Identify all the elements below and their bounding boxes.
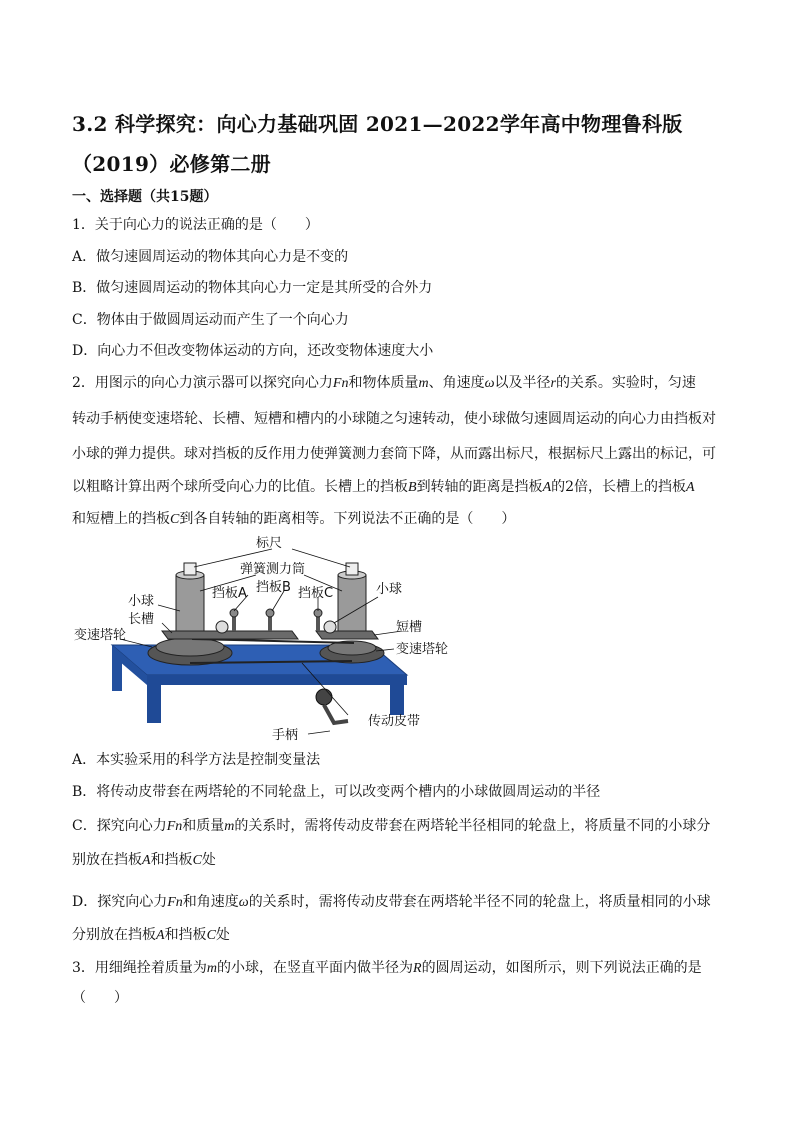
var-m: m [418,376,429,391]
q2-option-c-line-1: C．探究向心力Fn和质量m的关系时，需将传动皮带套在两塔轮半径相同的轮盘上，将质量不同的小球分 [72,818,711,834]
crank-wheel [316,689,332,705]
q2-option-b: B．将传动皮带套在两塔轮的不同轮盘上，可以改变两个槽内的小球做圆周运动的半径 [72,784,601,800]
var-m-q3: m [206,961,218,976]
var-a: A [542,480,552,495]
q3-line-2: （ ） [72,990,128,1006]
q1-option-b: B．做匀速圆周运动的物体其向心力一定是其所受的合外力 [72,280,433,296]
left-ball [216,621,228,633]
document-title [72,104,732,184]
label-baffle-a: 挡板A [212,586,247,601]
table-leg-front-right [390,685,404,715]
var-fn: Fn [332,376,349,391]
table-front-edge [147,675,407,685]
table-leg-back-left [112,655,122,691]
short-slot [316,631,378,639]
label-baffle-b: 挡板B [256,580,291,595]
table-leg-front-left [147,685,161,723]
right-scale [346,563,358,575]
title-line-2: （2019）必修第二册 [72,152,271,176]
title-line-1: 3.2 科学探究：向心力基础巩固 2021—2022学年高中物理鲁科版 [72,112,683,136]
label-spring-cylinder: 弹簧测力筒 [240,562,306,577]
left-scale [184,563,196,575]
crank-handle [324,705,348,723]
var-r-q3: R [413,961,422,976]
q1-option-a: A．做匀速圆周运动的物体其向心力是不变的 [72,249,349,265]
q2-line-3: 小球的弹力提供。球对挡板的反作用力使弹簧测力套筒下降，从而露出标尺，根据标尺上露出的标记，可 [72,446,716,462]
label-long-slot: 长槽 [128,612,155,627]
q2-line-1: 2．用图示的向心力演示器可以探究向心力Fn和物体质量m、角速度ω以及半径r的关系。实验时，匀速 [72,375,696,391]
q2-line-2: 转动手柄使变速塔轮、长槽、短槽和槽内的小球随之匀速转动，使小球做匀速圆周运动的向心力由挡板对 [72,411,716,427]
label-ball-left: 小球 [128,594,155,609]
left-spring-cylinder [176,575,204,631]
q2-option-c-line-2: 别放在挡板A和挡板C处 [72,852,216,868]
var-b: B [408,480,417,495]
label-scale: 标尺 [256,536,283,551]
q1-option-c: C．物体由于做圆周运动而产生了一个向心力 [72,312,349,328]
q1-option-d: D．向心力不但改变物体运动的方向，还改变物体速度大小 [72,343,434,359]
q2-line-5: 和短槽上的挡板C到各自转轴的距离相等。下列说法不正确的是（ ） [72,511,516,527]
q2-option-d-line-2: 分别放在挡板A和挡板C处 [72,927,230,943]
right-spring-cylinder [338,575,366,631]
label-tower-pulley-left: 变速塔轮 [74,628,127,643]
var-r: r [550,376,556,391]
section-heading: 一、选择题（共15题） [72,189,218,205]
var-omega: ω [484,376,495,391]
label-crank: 手柄 [272,728,299,743]
var-c: C [170,512,180,527]
label-tower-pulley-right: 变速塔轮 [396,642,449,657]
q2-option-a: A．本实验采用的科学方法是控制变量法 [72,752,321,768]
q2-line-4: 以粗略计算出两个球所受向心力的比值。长槽上的挡板B到转轴的距离是挡板A的2倍，长槽上的挡板A [72,479,695,495]
label-short-slot: 短槽 [396,620,423,635]
q3-line-1: 3．用细绳拴着质量为m的小球，在竖直平面内做半径为R的圆周运动，如图所示，则下列说法正确的是 [72,960,702,976]
label-ball-right: 小球 [376,582,403,597]
q1-stem: 1．关于向心力的说法正确的是（ ） [72,217,319,233]
label-baffle-c: 挡板C [298,586,334,601]
q2-option-d-line-1: D．探究向心力Fn和角速度ω的关系时，需将传动皮带套在两塔轮半径不同的轮盘上，将质量相同的小球 [72,894,711,910]
centripetal-force-apparatus-figure [72,535,449,750]
label-drive-belt: 传动皮带 [368,714,421,729]
long-slot [162,631,298,639]
